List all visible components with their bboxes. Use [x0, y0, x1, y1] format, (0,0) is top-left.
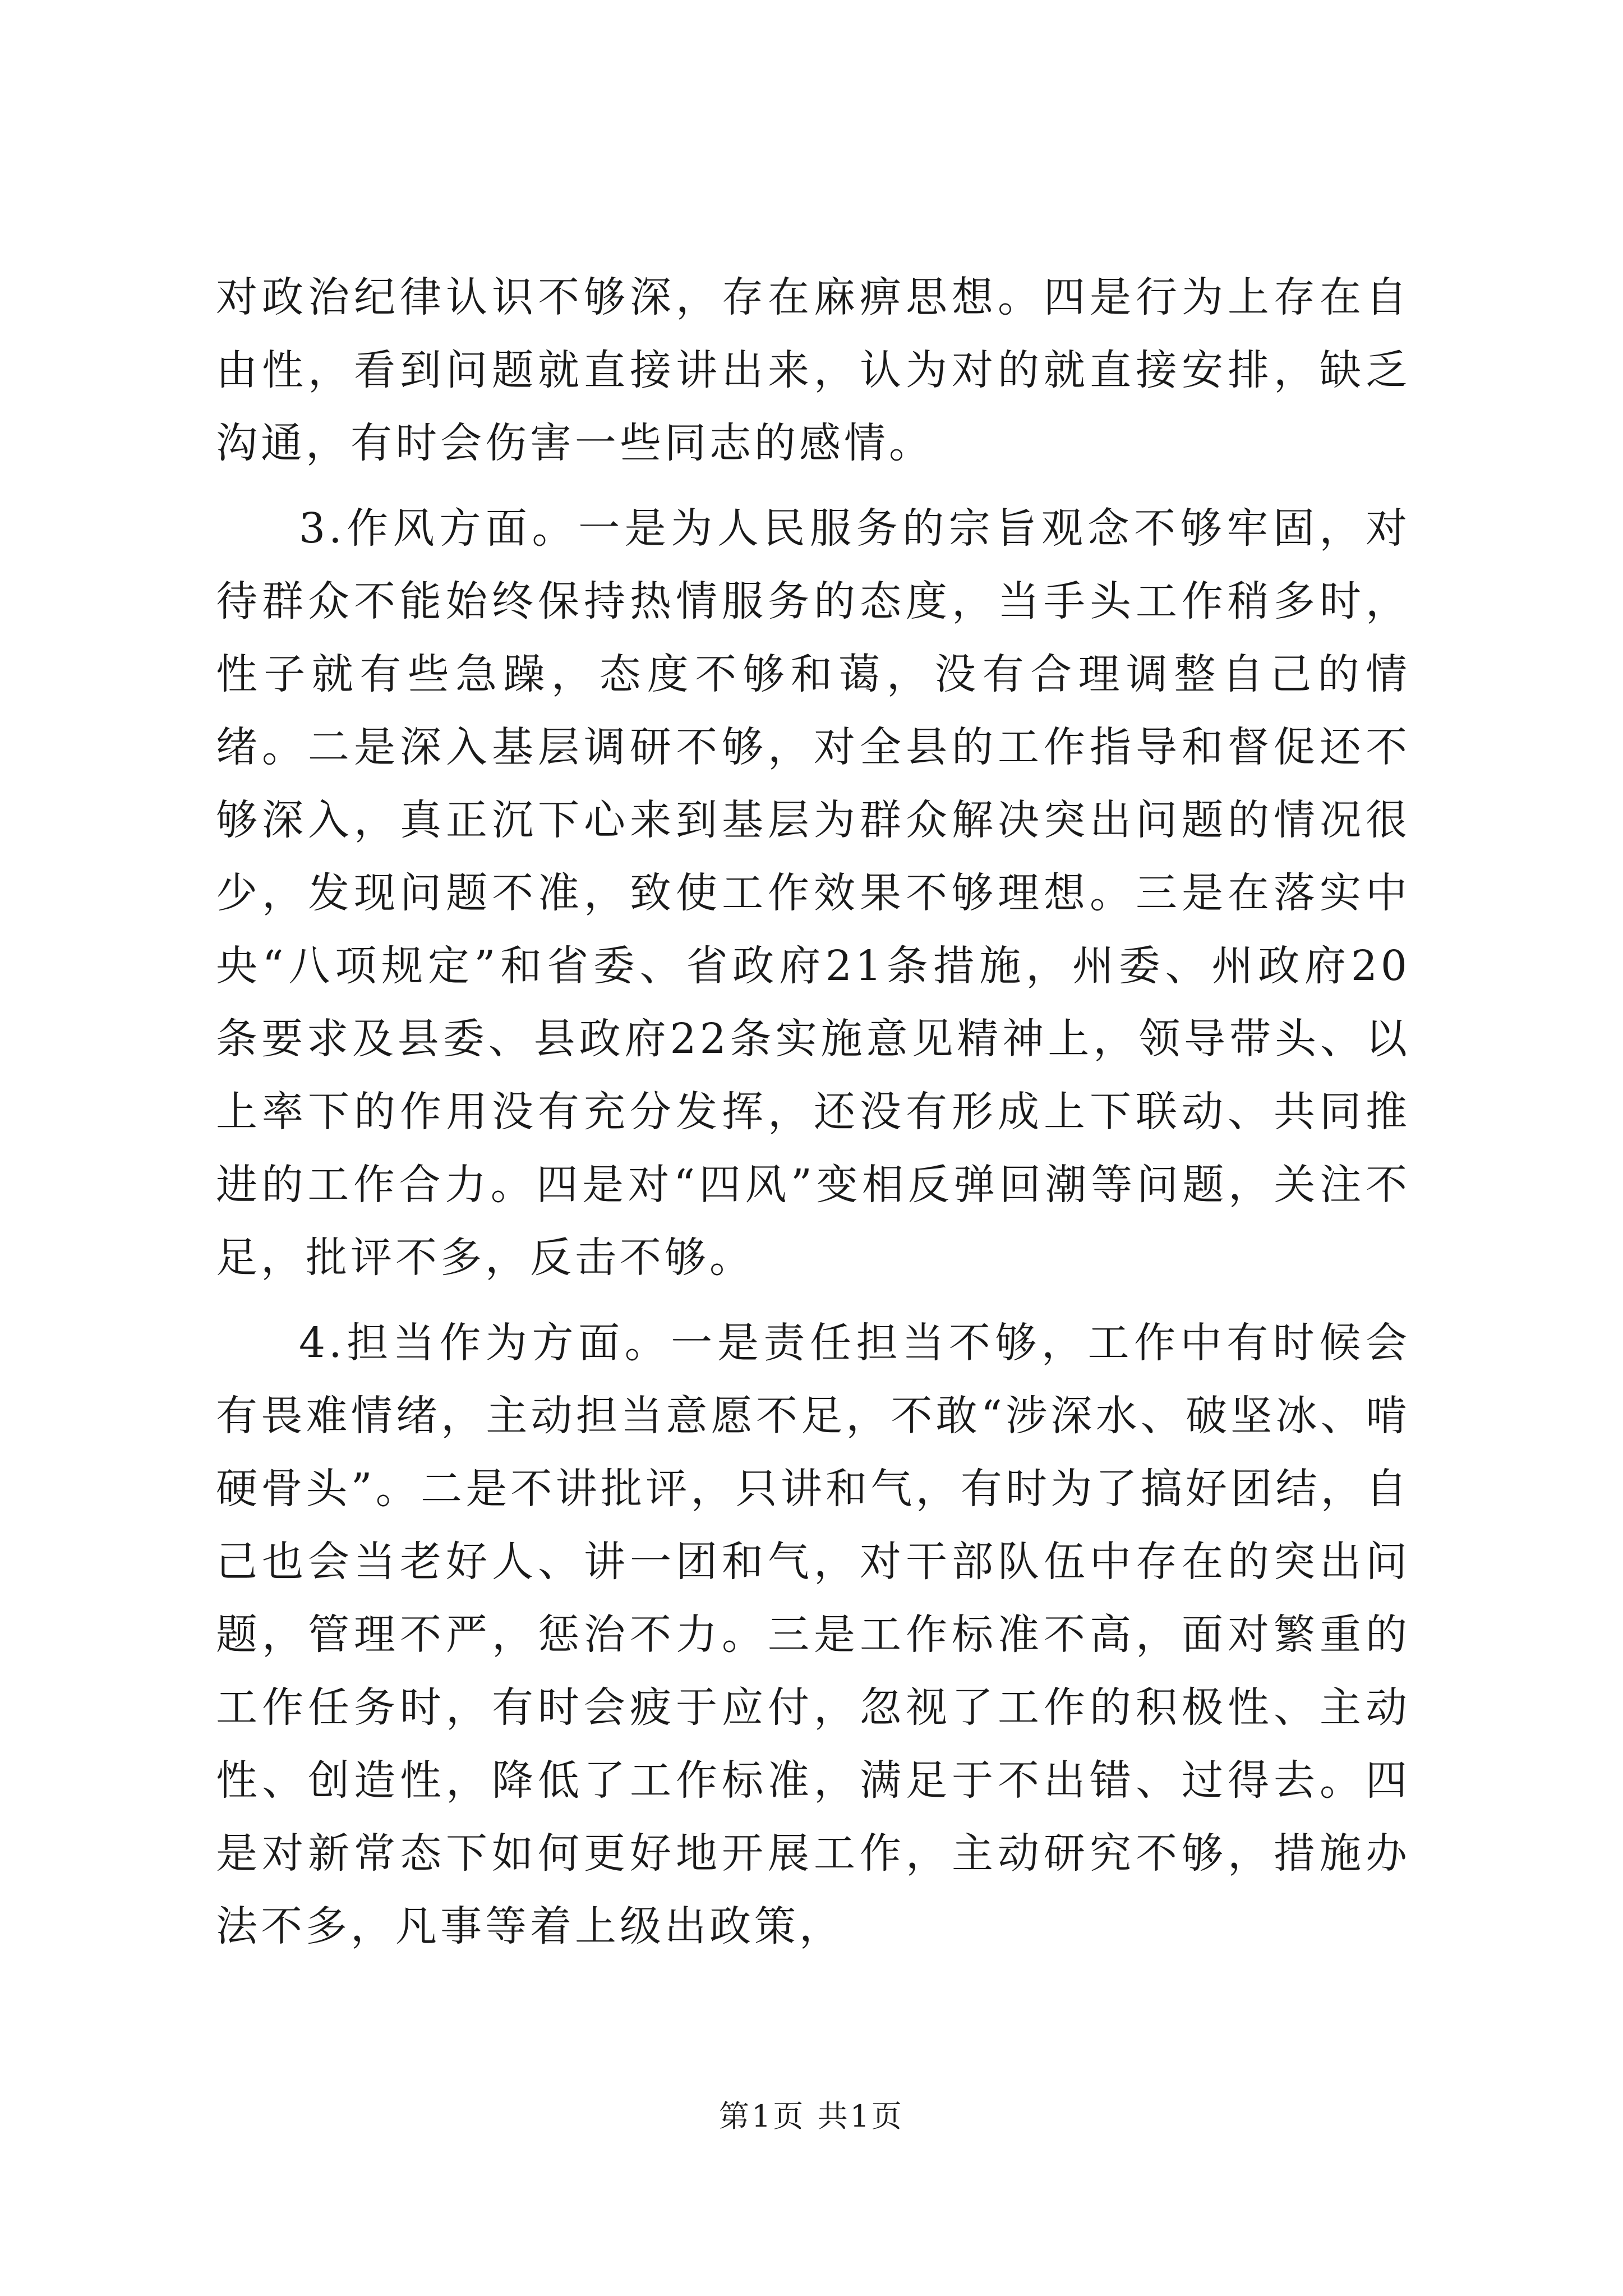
paragraph-work-style: 3.作风方面。一是为人民服务的宗旨观念不够牢固，对待群众不能始终保持热情服务的态度，当手头工作稍多时，性子就有些急躁，态度不够和蔼，没有合理调整自己的情绪。二是深入基层调研不够，对全县的工作指导和督促还不够深入，真正沉下心来到基层为群众解决突出问题的情况很少，发现问题不准，致使工作效果不够理想。三是在落实中央“八项规定”和省委、省政府21条措施，州委、州政府20条要求及县委、县政府22条实施意见精神上，领导带头、以上率下的作用没有充分发挥，还没有形成上下联动、共同推进的工作合力。四是对“四风”变相反弹回潮等问题，关注不足，批评不多，反击不够。 [216, 504, 1410, 1282]
document-body [216, 261, 1410, 1963]
paragraph-responsibility: 4.担当作为方面。一是责任担当不够，工作中有时候会有畏难情绪，主动担当意愿不足，不敢“涉深水、破坚冰、啃硬骨头”。二是不讲批评，只讲和气，有时为了搞好团结，自己也会当老好人、讲一团和气，对干部队伍中存在的突出问题，管理不严，惩治不力。三是工作标准不高，面对繁重的工作任务时，有时会疲于应付，忽视了工作的积极性、主动性、创造性，降低了工作标准，满足于不出错、过得去。四是对新常态下如何更好地开展工作，主动研究不够，措施办法不多，凡事等着上级出政策， [216, 1319, 1410, 1950]
paragraph-continuation: 对政治纪律认识不够深，存在麻痹思想。四是行为上存在自由性，看到问题就直接讲出来，认为对的就直接安排，缺乏沟通，有时会伤害一些同志的感情。 [216, 273, 1410, 467]
page-number-footer: 第1页 共1页 [719, 2099, 904, 2134]
